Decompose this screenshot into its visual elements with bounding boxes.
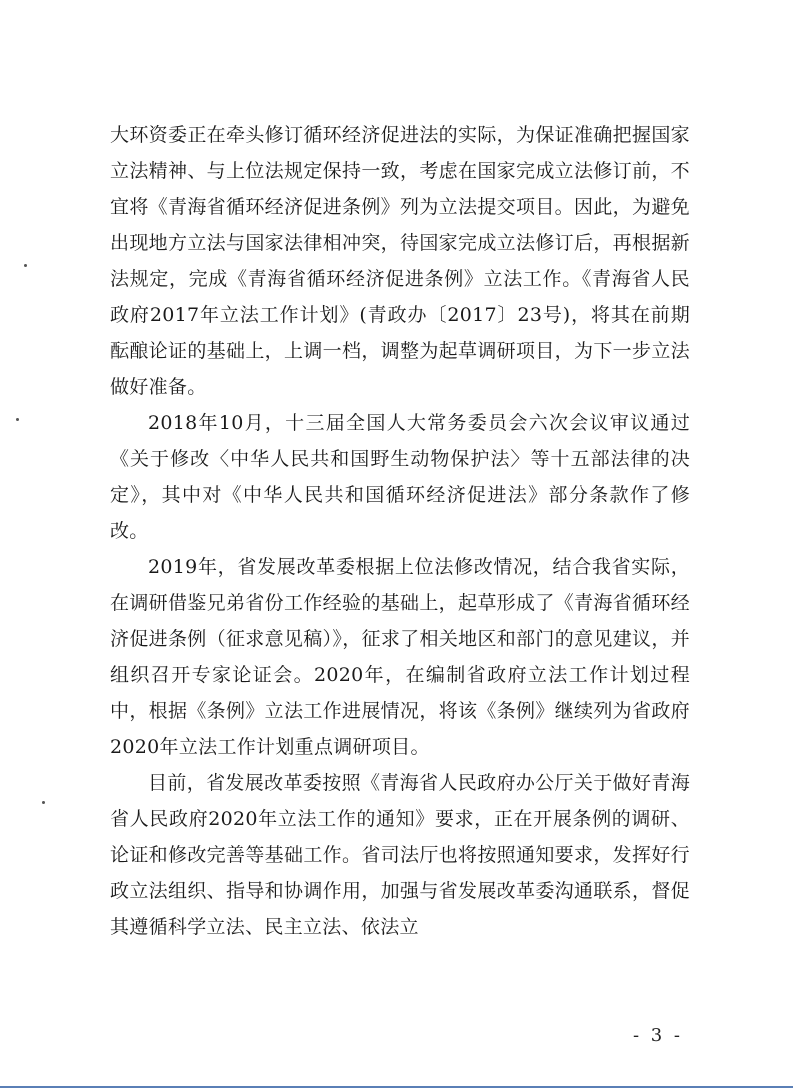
paragraph-2: 2018年10月，十三届全国人大常务委员会六次会议审议通过《关于修改〈中华人民共和国野生动物保护法〉等十五部法律的决定》，其中对《中华人民共和国循环经济促进法》部分条款作了修改。 — [110, 412, 690, 542]
document-body — [110, 117, 690, 945]
binding-mark-dot — [24, 264, 27, 267]
binding-mark-dot — [42, 801, 45, 804]
paragraph-1: 大环资委正在牵头修订循环经济促进法的实际，为保证准确把握国家立法精神、与上位法规定保持一致，考虑在国家完成立法修订前，不宜将《青海省循环经济促进条例》列为立法提交项目。因此，为避免出现地方立法与国家法律相冲突，待国家完成立法修订后，再根据新法规定，完成《青海省循环经济促进条例》立法工作。《青海省人民政府2017年立法工作计划》(青政办〔2017〕23号)，将其在前期酝酿论证的基础上，上调一档，调整为起草调研项目，为下一步立法做好准备。 — [110, 124, 690, 398]
page-number: - 3 - — [632, 1025, 683, 1046]
binding-mark-dot — [16, 418, 19, 421]
paragraph-4: 目前，省发展改革委按照《青海省人民政府办公厅关于做好青海省人民政府2020年立法工作的通知》要求，正在开展条例的调研、论证和修改完善等基础工作。省司法厅也将按照通知要求，发挥好行政立法组织、指导和协调作用，加强与省发展改革委沟通联系，督促其遵循科学立法、民主立法、依法立 — [110, 772, 690, 938]
paragraph-3: 2019年，省发展改革委根据上位法修改情况，结合我省实际，在调研借鉴兄弟省份工作经验的基础上，起草形成了《青海省循环经济促进条例（征求意见稿）》，征求了相关地区和部门的意见建议，并组织召开专家论证会。2020年，在编制省政府立法工作计划过程中，根据《条例》立法工作进展情况，将该《条例》继续列为省政府2020年立法工作计划重点调研项目。 — [110, 556, 690, 758]
